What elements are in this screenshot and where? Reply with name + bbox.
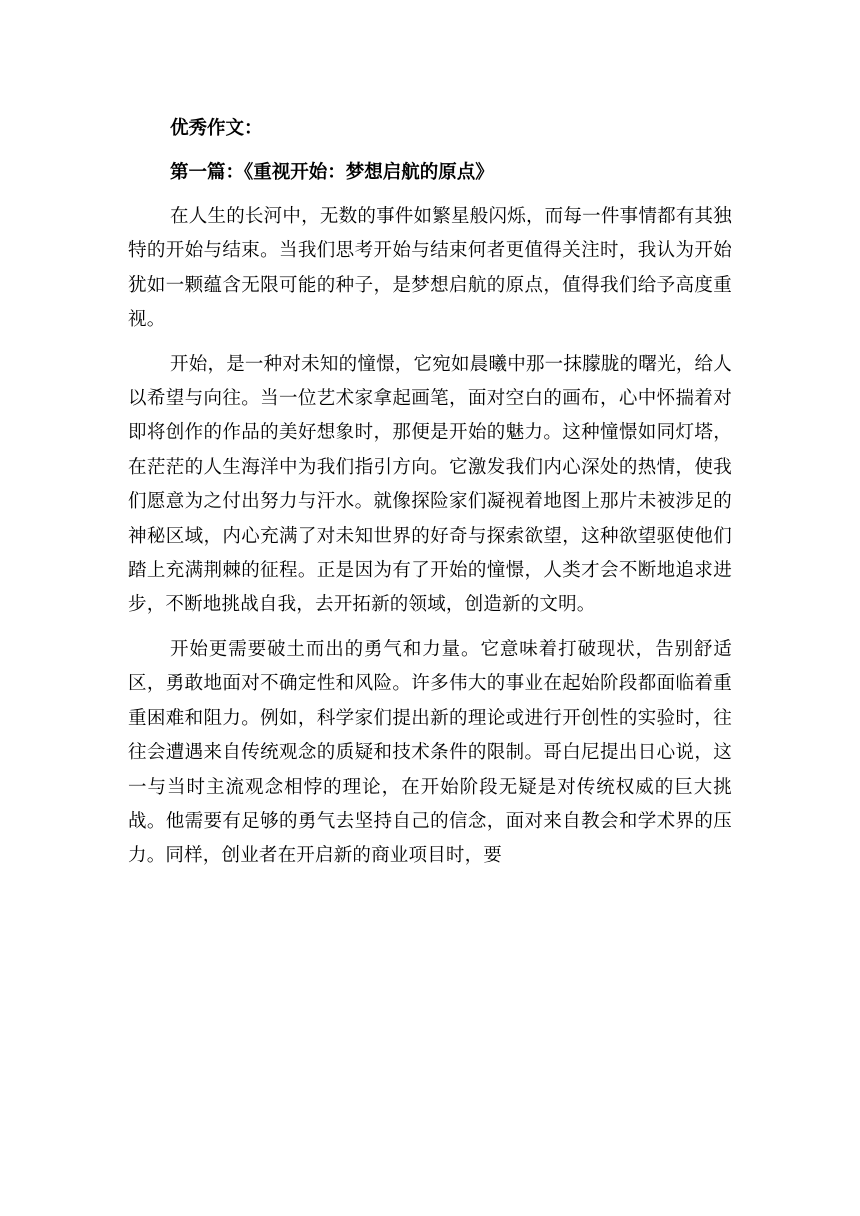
paragraph-1: 在人生的长河中，无数的事件如繁星般闪烁，而每一件事情都有其独特的开始与结束。当我们思考开始与结束何者更值得关注时，我认为开始犹如一颗蕴含无限可能的种子，是梦想启航的原点，值得我们给予高度重视。 (128, 206, 732, 331)
section-heading: 优秀作文： (170, 118, 263, 139)
paragraph-3: 开始更需要破土而出的勇气和力量。它意味着打破现状，告别舒适区，勇敢地面对不确定性和风险。许多伟大的事业在起始阶段都面临着重重困难和阻力。例如，科学家们提出新的理论或进行开创性的实验时，往往会遭遇来自传统观念的质疑和技术条件的限制。哥白尼提出日心说，这一与当时主流观念相悖的理论，在开始阶段无疑是对传统权威的巨大挑战。他需要有足够的勇气去坚持自己的信念，面对来自教会和学术界的压力。同样，创业者在开启新的商业项目时，要 (128, 638, 732, 867)
paragraph-2: 开始，是一种对未知的憧憬，它宛如晨曦中那一抹朦胧的曙光，给人以希望与向往。当一位艺术家拿起画笔，面对空白的画布，心中怀揣着对即将创作的作品的美好想象时，那便是开始的魅力。这种憧憬如同灯塔，在茫茫的人生海洋中为我们指引方向。它激发我们内心深处的热情，使我们愿意为之付出努力与汗水。就像探险家们凝视着地图上那片未被涉足的神秘区域，内心充满了对未知世界的好奇与探索欲望，这种欲望驱使他们踏上充满荆棘的征程。正是因为有了开始的憧憬，人类才会不断地追求进步，不断地挑战自我，去开拓新的领域，创造新的文明。 (128, 353, 732, 616)
essay-title: 第一篇：《重视开始：梦想启航的原点》 (170, 162, 494, 183)
document-page (128, 112, 732, 874)
